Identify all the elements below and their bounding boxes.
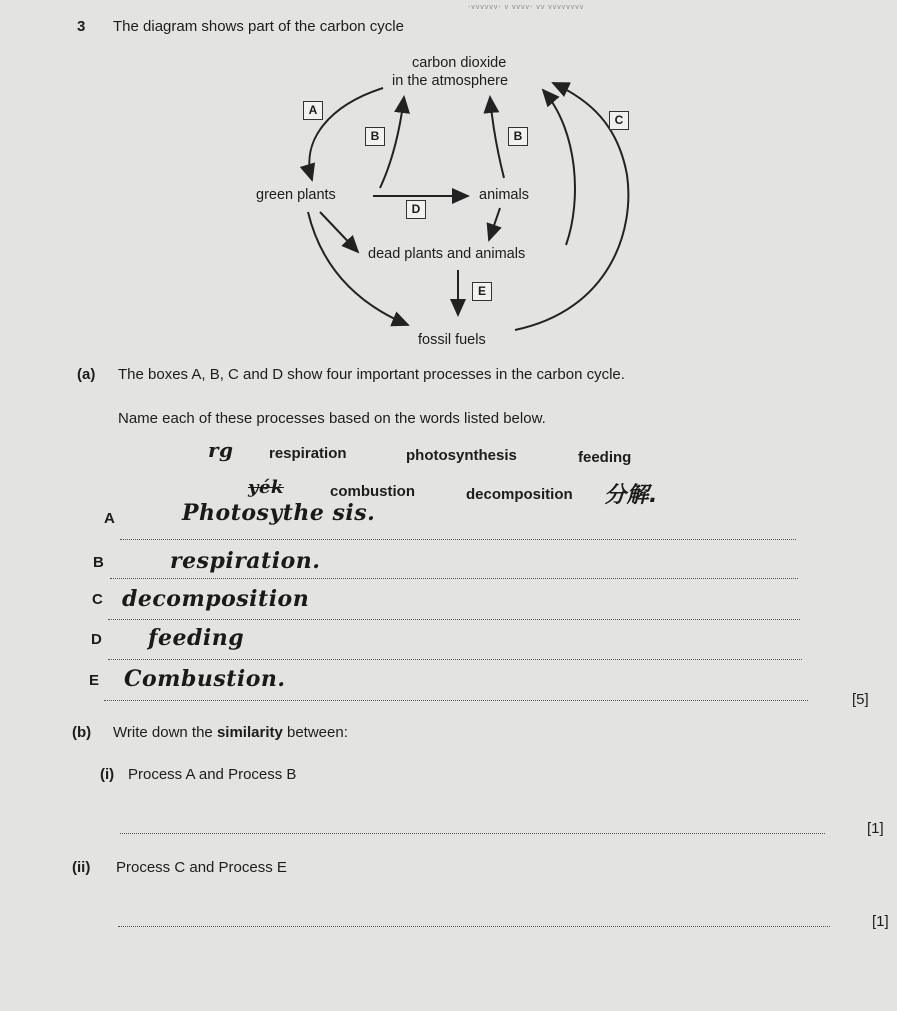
box-b-right: B [508,127,528,146]
answer-letter-b: B [93,554,104,571]
arrow-c [543,90,575,245]
answer-letter-a: A [104,510,115,527]
answer-line-e[interactable] [104,700,808,701]
part-a-label: (a) [77,366,96,383]
answer-line-b-i[interactable] [120,833,825,834]
part-b-prompt-suffix: between: [282,724,348,741]
arrow-plants-to-fossil [308,212,408,325]
arrow-b-right [490,97,504,178]
part-b-prompt-prefix: Write down the [113,724,217,741]
label-dead-plants-animals: dead plants and animals [368,246,526,262]
part-a-prompt: The boxes A, B, C and D show four important processes in the carbon cycle. [118,366,625,383]
label-carbon-dioxide: carbon dioxide [412,55,507,71]
part-b-ii-text: Process C and Process E [116,859,287,876]
answer-line-c[interactable] [108,619,800,620]
part-b-i-text: Process A and Process B [128,766,297,783]
answer-text-c: decomposition [122,586,310,612]
label-in-atmosphere: in the atmosphere [392,73,509,89]
question-intro: The diagram shows part of the carbon cycle [113,18,404,35]
box-e: E [472,282,492,301]
part-a-marks: [5] [852,691,869,708]
box-c: C [609,111,629,130]
box-a: A [303,101,323,120]
part-b-i-label: (i) [100,766,115,783]
part-b-label: (b) [72,724,92,741]
word-respiration: respiration [269,445,347,462]
box-d: D [406,200,426,219]
arrow-animals-to-dead [489,208,500,240]
header-scribble: -vvvvvv- v vvvv- vv vvvvvvvv [468,4,585,11]
carbon-cycle-diagram [0,0,897,360]
box-b-left: B [365,127,385,146]
answer-line-b-ii[interactable] [118,926,830,927]
answer-text-a: Photosythe sis. [182,500,376,526]
scribble-chinese: 分解. [604,483,658,508]
answer-text-b: respiration. [170,548,321,574]
part-a-instruction: Name each of these processes based on the words listed below. [118,410,546,427]
answer-letter-c: C [92,591,103,608]
label-green-plants: green plants [256,187,336,203]
word-photosynthesis: photosynthesis [406,447,517,464]
word-combustion: combustion [330,483,415,500]
label-animals: animals [479,187,529,203]
part-b-prompt [113,724,348,741]
answer-letter-e: E [89,672,100,689]
part-b-i-marks: [1] [867,820,884,837]
answer-text-d: feeding [148,625,245,651]
word-feeding: feeding [578,449,632,466]
answer-letter-d: D [91,631,102,648]
part-b-prompt-bold: similarity [216,724,283,741]
answer-line-a[interactable] [120,539,796,540]
part-b-ii-marks: [1] [872,913,889,930]
answer-line-b[interactable] [110,578,798,579]
label-fossil-fuels: fossil fuels [418,332,486,348]
word-decomposition: decomposition [466,486,573,503]
part-b-ii-label: (ii) [72,859,91,876]
question-number: 3 [77,18,86,35]
answer-line-d[interactable] [108,659,802,660]
answer-text-e: Combustion. [124,666,286,692]
scribble-crossed: yék [248,477,284,498]
scribble-rg: rg [208,438,234,462]
arrow-plants-to-dead [320,212,358,252]
